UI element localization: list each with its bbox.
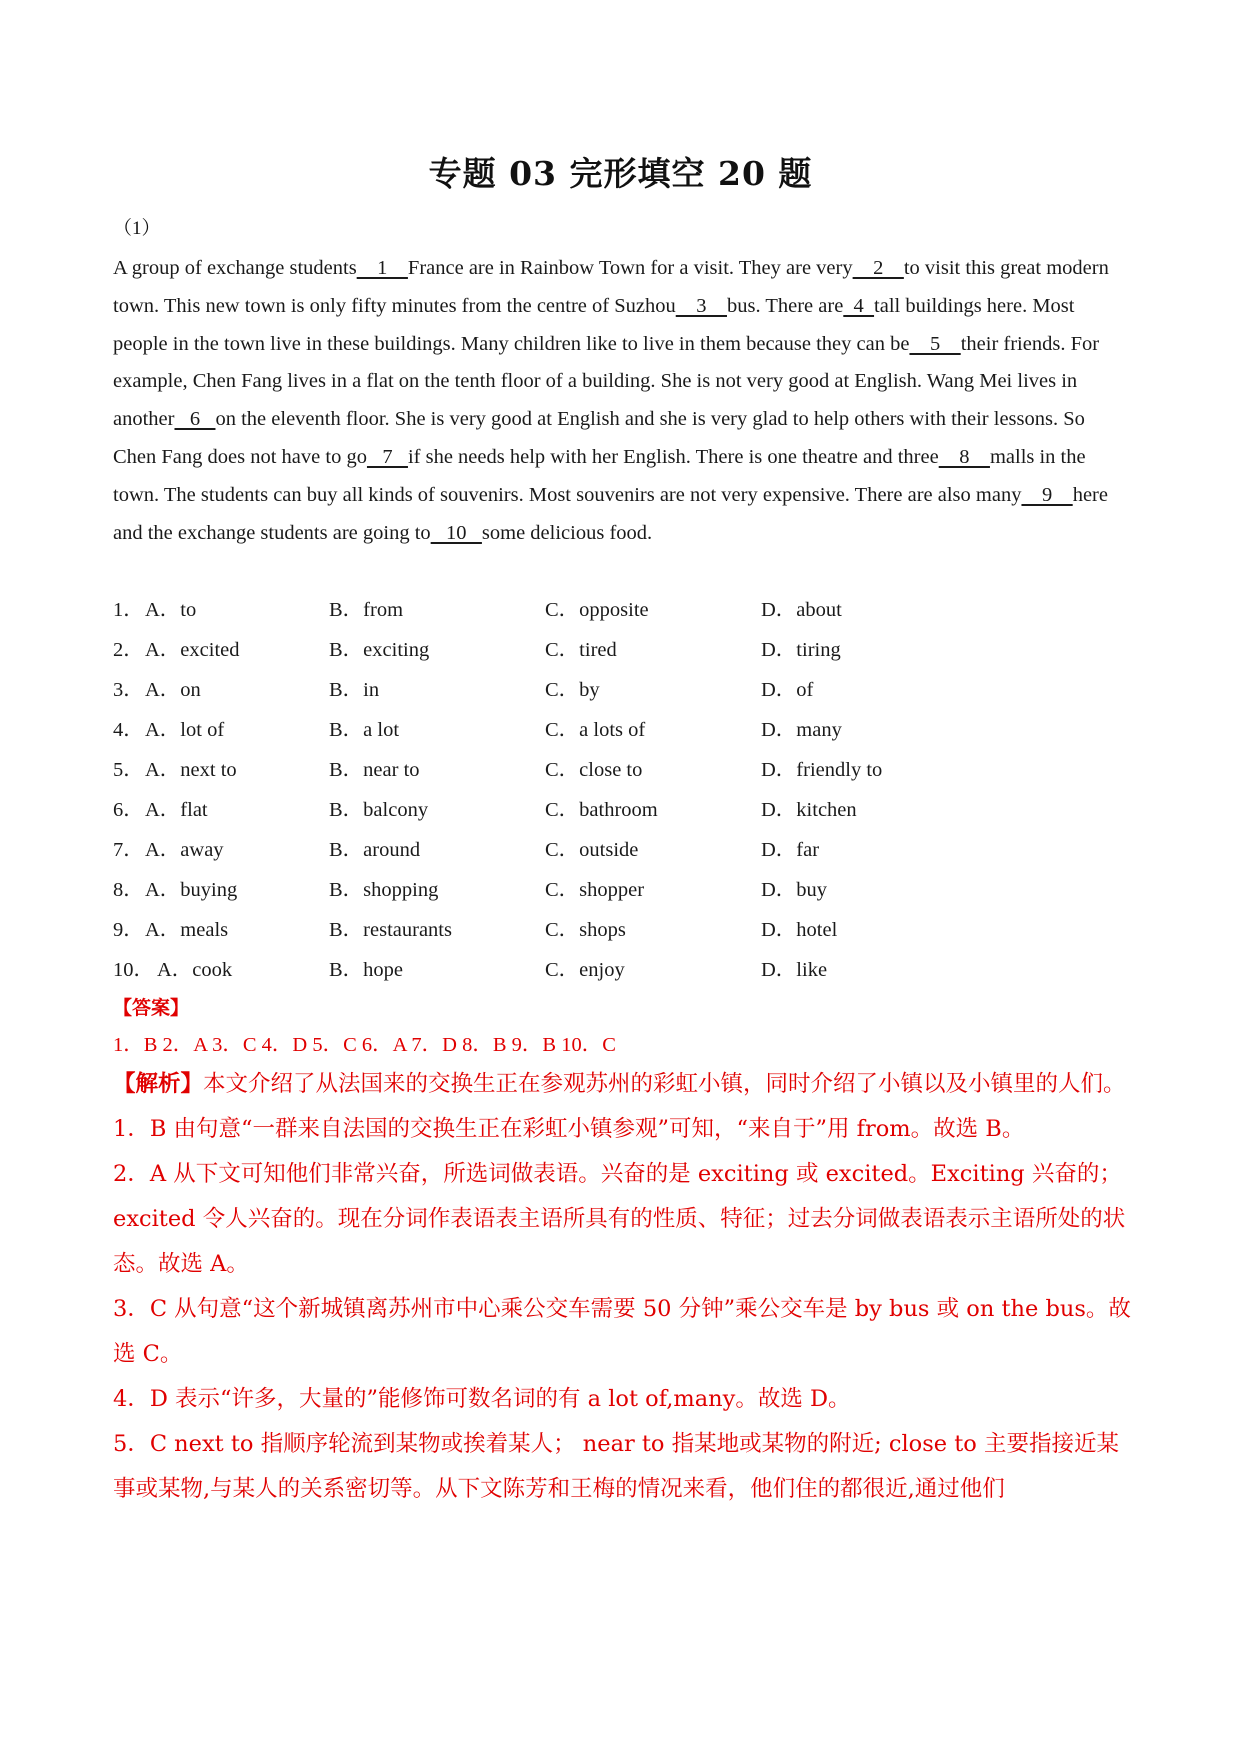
option-c: C．a lots of bbox=[545, 719, 646, 741]
option-a: A．to bbox=[145, 599, 197, 621]
analysis-item: 2．A 从下文可知他们非常兴奋，所选词做表语。兴奋的是 exciting 或 excited。Exciting 兴奋的；excited 令人兴奋的。现在分词作表语表主语所具有的性质、特征；过去分词做表语表示主语所处的状态。故选 A。 bbox=[113, 1161, 1126, 1277]
option-b: B．in bbox=[329, 679, 380, 701]
option-row bbox=[113, 630, 1133, 670]
analysis-item: 1．B 由句意“一群来自法国的交换生正在彩虹小镇参观”可知，“来自于”用 from。故选 B。 bbox=[113, 1116, 1025, 1142]
question-number: 10． bbox=[113, 959, 154, 981]
passage-text: if she needs help with her English. There is one theatre and three bbox=[407, 445, 939, 468]
blank-3: 2 bbox=[852, 257, 904, 279]
question-number: 3． bbox=[113, 679, 144, 701]
option-d: D．kitchen bbox=[761, 799, 857, 821]
analysis-block bbox=[113, 1062, 1135, 1512]
passage-text: to visit this great modern town. This new town is only fifty minutes from the centre of Suzhou bbox=[113, 257, 1109, 317]
passage-text: their friends. For example, Chen Fang lives in a flat on the tenth floor of a building. She is not very good at English. Wang Mei lives in another bbox=[113, 332, 1100, 431]
analysis-intro-text: 本文介绍了从法国来的交换生正在参观苏州的彩虹小镇，同时介绍了小镇以及小镇里的人们。 bbox=[203, 1071, 1126, 1097]
option-row bbox=[113, 750, 1133, 790]
analysis-item: 3．C 从句意“这个新城镇离苏州市中心乘公交车需要 50 分钟”乘公交车是 by bus 或 on the bus。故选 C。 bbox=[113, 1296, 1131, 1367]
option-c: C．bathroom bbox=[545, 799, 658, 821]
option-b: B．restaurants bbox=[329, 919, 452, 941]
analysis-item: 4．D 表示“许多，大量的”能修饰可数名词的有 a lot of,many。故选 D。 bbox=[113, 1386, 851, 1412]
option-d: D．buy bbox=[761, 879, 828, 901]
option-d: D．many bbox=[761, 719, 842, 741]
question-number: 1． bbox=[113, 599, 144, 621]
question-number: 5． bbox=[113, 759, 144, 781]
blank-9: 5 bbox=[909, 332, 961, 355]
option-c: C．shops bbox=[545, 919, 626, 941]
option-b: B．a lot bbox=[329, 719, 400, 741]
option-b: B．hope bbox=[329, 959, 404, 981]
option-d: D．like bbox=[761, 959, 828, 981]
question-number: 9． bbox=[113, 919, 144, 941]
option-row bbox=[113, 830, 1133, 870]
option-a: A．buying bbox=[145, 879, 238, 901]
option-c: C．opposite bbox=[545, 599, 649, 621]
option-b: B．near to bbox=[329, 759, 420, 781]
passage-text: bus. There are bbox=[726, 294, 844, 317]
option-a: A．excited bbox=[145, 639, 240, 661]
option-d: D．friendly to bbox=[761, 759, 883, 781]
option-b: B．from bbox=[329, 599, 404, 621]
blank-7: 4 bbox=[843, 294, 875, 317]
analysis-intro bbox=[113, 1062, 1135, 1107]
option-c: C．tired bbox=[545, 639, 617, 661]
option-c: C．outside bbox=[545, 839, 639, 861]
blank-13: 7 bbox=[366, 445, 408, 468]
answer-block bbox=[113, 990, 1133, 1064]
option-a: A．away bbox=[145, 839, 224, 861]
option-row bbox=[113, 910, 1133, 950]
option-row bbox=[113, 870, 1133, 910]
passage-text: some delicious food. bbox=[481, 521, 653, 544]
blank-19: 10 bbox=[430, 521, 482, 544]
question-number: 4． bbox=[113, 719, 144, 741]
passage-text: France are in Rainbow Town for a visit. They are very bbox=[407, 257, 853, 279]
blank-15: 8 bbox=[938, 445, 990, 468]
passage-text: on the eleventh floor. She is very good at English and she is very glad to help others with their lessons. So Chen Fang does not have to go bbox=[113, 408, 1085, 468]
option-row bbox=[113, 710, 1133, 750]
option-c: C．by bbox=[545, 679, 600, 701]
cloze-passage bbox=[113, 250, 1133, 552]
option-a: A．flat bbox=[145, 799, 208, 821]
option-row bbox=[113, 950, 1133, 990]
option-b: B．around bbox=[329, 839, 421, 861]
blank-11: 6 bbox=[174, 408, 216, 431]
answer-line: 1．B 2．A 3．C 4．D 5．C 6．A 7．D 8．B 9．B 10．C bbox=[113, 1034, 616, 1056]
analysis-heading: 【解析】 bbox=[113, 1071, 204, 1097]
passage-text: malls in the town. The students can buy all kinds of souvenirs. Most souvenirs are not very expensive. There are also many bbox=[113, 445, 1086, 506]
option-d: D．about bbox=[761, 599, 842, 621]
passage-text: here and the exchange students are going to bbox=[113, 483, 1108, 544]
option-c: C．shopper bbox=[545, 879, 645, 901]
option-b: B．exciting bbox=[329, 639, 430, 661]
option-a: A．meals bbox=[145, 919, 229, 941]
option-b: B．balcony bbox=[329, 799, 429, 821]
option-d: D．tiring bbox=[761, 639, 841, 661]
options-list bbox=[113, 590, 1133, 990]
page-title: 专题 03 完形填空 20 题 bbox=[428, 154, 813, 193]
analysis-item: 5．C next to 指顺序轮流到某物或挨着某人； near to 指某地或某物的附近; close to 主要指接近某事或某物,与某人的关系密切等。从下文陈芳和王梅的情况来看，他们住的都很近,通过他们 bbox=[113, 1431, 1119, 1502]
passage-text: A group of exchange students bbox=[113, 257, 357, 279]
option-c: C．close to bbox=[545, 759, 643, 781]
option-a: A．lot of bbox=[145, 719, 225, 741]
option-row bbox=[113, 670, 1133, 710]
option-c: C．enjoy bbox=[545, 959, 625, 981]
option-d: D．hotel bbox=[761, 919, 838, 941]
question-number: 2． bbox=[113, 639, 144, 661]
question-number: 8． bbox=[113, 879, 144, 901]
option-d: D．far bbox=[761, 839, 820, 861]
option-a: A．cook bbox=[157, 959, 233, 981]
analysis-items bbox=[113, 1107, 1135, 1512]
option-row bbox=[113, 790, 1133, 830]
section-number: （1） bbox=[113, 218, 161, 239]
passage-text: tall buildings here. Most people in the town live in these buildings. Many children like to live in them because they can be bbox=[113, 294, 1075, 355]
blank-5: 3 bbox=[675, 294, 727, 317]
option-d: D．of bbox=[761, 679, 814, 701]
blank-1: 1 bbox=[356, 257, 408, 279]
blank-17: 9 bbox=[1021, 483, 1073, 506]
option-a: A．next to bbox=[145, 759, 237, 781]
answer-heading: 【答案】 bbox=[113, 997, 190, 1019]
option-row bbox=[113, 590, 1133, 630]
option-b: B．shopping bbox=[329, 879, 439, 901]
question-number: 7． bbox=[113, 839, 144, 861]
option-a: A．on bbox=[145, 679, 201, 701]
question-number: 6． bbox=[113, 799, 144, 821]
